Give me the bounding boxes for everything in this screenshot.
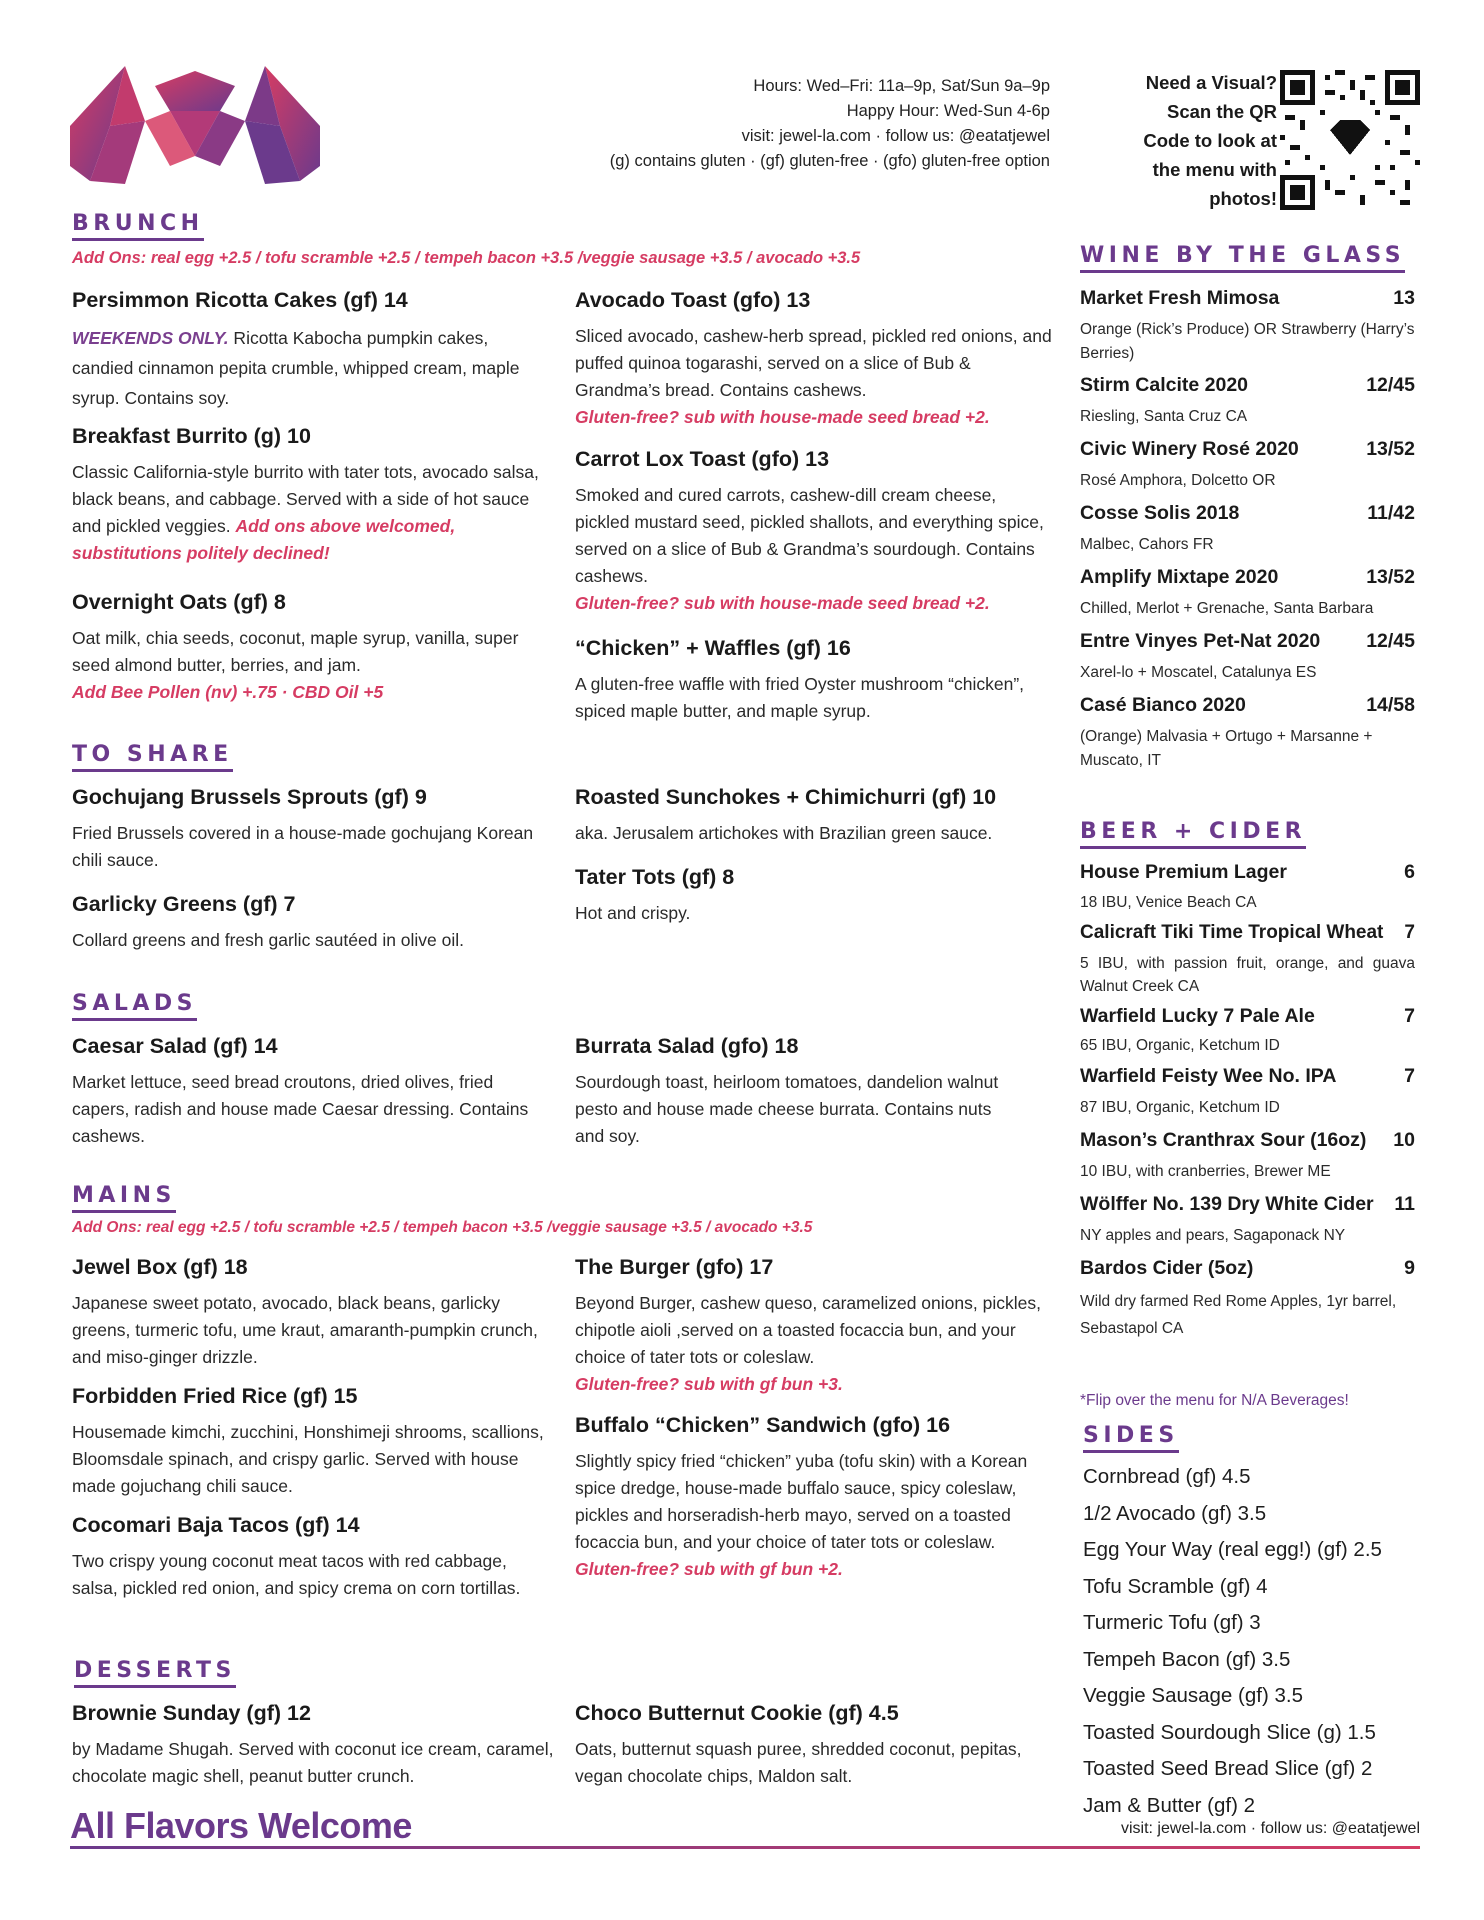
sides-list xyxy=(1083,1459,1382,1824)
beer-item xyxy=(1080,1254,1415,1342)
item-desc: Beyond Burger, cashew queso, caramelized onions, pickles, chipotle aioli ,served on a toasted focaccia bun, and your choice of tater tots or coleslaw. xyxy=(575,1293,1041,1367)
item-name: Tater Tots (gf) 8 xyxy=(575,865,735,889)
wine-price: 13/52 xyxy=(1366,566,1415,588)
side-item: Tofu Scramble (gf) 4 xyxy=(1083,1574,1268,1598)
flip-note: *Flip over the menu for N/A Beverages! xyxy=(1080,1392,1349,1409)
qr-line: photos! xyxy=(1209,188,1277,209)
section-desserts: DESSERTS xyxy=(74,1657,236,1688)
wine-item xyxy=(1080,499,1415,557)
beer-row xyxy=(1080,1062,1415,1090)
item-desc: Oat milk, chia seeds, coconut, maple syrup, vanilla, super seed almond butter, berries, and jam. xyxy=(72,628,519,675)
item-note: Gluten-free? sub with house-made seed bread +2. xyxy=(575,407,990,427)
beer-desc: 10 IBU, with cranberries, Brewer ME xyxy=(1080,1163,1331,1180)
item-name: The Burger (gfo) 17 xyxy=(575,1255,774,1279)
item-desc-text: Classic California-style burrito with tater tots, avocado salsa, black beans, and cabbage. Served with a side of hot sauce and pickled veggies. xyxy=(72,462,539,536)
beer-price: 7 xyxy=(1404,1065,1415,1087)
wine-row xyxy=(1080,563,1415,591)
section-wine: WINE BY THE GLASS xyxy=(1080,242,1405,273)
item-name: Caesar Salad (gf) 14 xyxy=(72,1034,278,1058)
item-desc: Oats, butternut squash puree, shredded coconut, pepitas, vegan chocolate chips, Maldon salt. xyxy=(575,1739,1022,1786)
wine-name: Entre Vinyes Pet-Nat 2020 xyxy=(1080,630,1321,652)
menu-item xyxy=(72,587,552,706)
item-desc xyxy=(72,459,552,567)
beer-price: 9 xyxy=(1404,1257,1415,1279)
beer-desc: NY apples and pears, Sagaponack NY xyxy=(1080,1227,1346,1244)
item-desc: Fried Brussels covered in a house-made gochujang Korean chili sauce. xyxy=(72,823,534,870)
hours: Hours: Wed–Fri: 11a–9p, Sat/Sun 9a–9p xyxy=(753,77,1050,95)
beer-name: Wölffer No. 139 Dry White Cider xyxy=(1080,1193,1374,1215)
menu-item xyxy=(575,782,1065,847)
side-item: Toasted Sourdough Slice (g) 1.5 xyxy=(1083,1720,1376,1744)
wine-name: Cosse Solis 2018 xyxy=(1080,502,1240,524)
wine-price: 13/52 xyxy=(1366,438,1415,460)
wine-name: Amplify Mixtape 2020 xyxy=(1080,566,1279,588)
side-item: Tempeh Bacon (gf) 3.5 xyxy=(1083,1647,1291,1671)
header-info xyxy=(610,74,1050,174)
menu-item xyxy=(575,444,1055,617)
wine-row xyxy=(1080,627,1415,655)
mains-addons: Add Ons: real egg +2.5 / tofu scramble +2.5 / tempeh bacon +3.5 /veggie sausage +3.5 / avocado +3.5 xyxy=(72,1219,813,1236)
wine-price: 12/45 xyxy=(1366,374,1415,396)
item-name: Cocomari Baja Tacos (gf) 14 xyxy=(72,1513,360,1537)
wine-desc: Chilled, Merlot + Grenache, Santa Barbara xyxy=(1080,600,1374,617)
item-desc: Slightly spicy fried “chicken” yuba (tofu skin) with a Korean spice dredge, house-made buffalo sauce, spicy coleslaw, pickles and horseradish-herb mayo, served on a toasted focaccia bun, and your choice of tater tots or coleslaw. xyxy=(575,1451,1028,1552)
wine-row xyxy=(1080,284,1415,312)
side-item: Egg Your Way (real egg!) (gf) 2.5 xyxy=(1083,1538,1382,1561)
wine-price: 13 xyxy=(1393,287,1415,309)
item-desc: Sourdough toast, heirloom tomatoes, dandelion walnut pesto and house made cheese burrata. Contains nuts and soy. xyxy=(575,1072,999,1146)
beer-row xyxy=(1080,1254,1415,1282)
beer-row xyxy=(1080,1002,1415,1030)
wine-price: 12/45 xyxy=(1366,630,1415,652)
beer-desc: 5 IBU, with passion fruit, orange, and guava Walnut Creek CA xyxy=(1080,955,1415,995)
wine-row xyxy=(1080,371,1415,399)
wine-item xyxy=(1080,563,1415,621)
menu-item xyxy=(575,285,1055,431)
item-desc: by Madame Shugah. Served with coconut ice cream, caramel, chocolate magic shell, peanut butter crunch. xyxy=(72,1739,554,1786)
menu-item xyxy=(72,285,552,413)
item-name: Breakfast Burrito (g) 10 xyxy=(72,424,311,448)
beer-name: Calicraft Tiki Time Tropical Wheat xyxy=(1080,922,1384,943)
beer-item xyxy=(1080,1062,1415,1120)
beer-price: 10 xyxy=(1393,1129,1415,1151)
section-salads: SALADS xyxy=(72,990,197,1021)
menu-item xyxy=(575,1698,1035,1790)
beer-name: Mason’s Cranthrax Sour (16oz) xyxy=(1080,1129,1367,1151)
menu-item xyxy=(72,1381,552,1500)
item-desc xyxy=(72,323,552,413)
item-note: Add Bee Pollen (nv) +.75 · CBD Oil +5 xyxy=(72,682,384,702)
qr-line: Scan the QR xyxy=(1167,101,1277,122)
beer-name: Warfield Lucky 7 Pale Ale xyxy=(1080,1005,1315,1027)
item-name: Overnight Oats (gf) 8 xyxy=(72,590,286,614)
item-name: Gochujang Brussels Sprouts (gf) 9 xyxy=(72,785,427,809)
beer-price: 6 xyxy=(1404,861,1415,883)
menu-item xyxy=(575,1031,1025,1150)
qr-line: Need a Visual? xyxy=(1145,72,1277,93)
wine-row xyxy=(1080,435,1415,463)
wine-row xyxy=(1080,691,1415,719)
wine-name: Civic Winery Rosé 2020 xyxy=(1080,438,1299,460)
wine-desc: Rosé Amphora, Dolcetto OR xyxy=(1080,472,1276,489)
section-beer-cider: BEER + CIDER xyxy=(1080,818,1306,849)
menu-item xyxy=(72,889,552,954)
item-desc: aka. Jerusalem artichokes with Brazilian green sauce. xyxy=(575,823,993,843)
wine-list xyxy=(1080,284,1415,773)
wine-desc: (Orange) Malvasia + Ortugo + Marsanne + Muscato, IT xyxy=(1080,728,1373,769)
item-desc: Housemade kimchi, zucchini, Honshimeji shrooms, scallions, Bloomsdale spinach, and crispy garlic. Served with house made gojuchang chili sauce. xyxy=(72,1422,544,1496)
happy-hour: Happy Hour: Wed-Sun 4-6p xyxy=(846,102,1050,120)
qr-code[interactable] xyxy=(1280,70,1420,210)
jewel-logo xyxy=(70,66,320,186)
menu-item xyxy=(72,1031,552,1150)
menu-item xyxy=(575,1410,1055,1583)
item-name: Avocado Toast (gfo) 13 xyxy=(575,288,811,312)
qr-line: Code to look at xyxy=(1143,130,1277,151)
beer-row xyxy=(1080,1190,1415,1218)
wine-name: Casé Bianco 2020 xyxy=(1080,694,1246,716)
side-item: Veggie Sausage (gf) 3.5 xyxy=(1083,1684,1303,1707)
section-mains: MAINS xyxy=(72,1182,176,1213)
menu-item xyxy=(72,421,552,567)
wine-desc: Malbec, Cahors FR xyxy=(1080,536,1214,553)
beer-list xyxy=(1080,858,1415,1342)
beer-name: Warfield Feisty Wee No. IPA xyxy=(1080,1065,1337,1087)
tagline: All Flavors Welcome xyxy=(70,1805,412,1846)
wine-price: 11/42 xyxy=(1367,502,1415,524)
menu-item xyxy=(575,1252,1055,1398)
section-sides: SIDES xyxy=(1083,1422,1179,1453)
item-desc: Two crispy young coconut meat tacos with red cabbage, salsa, pickled red onion, and spicy crema on corn tortillas. xyxy=(72,1551,521,1598)
beer-desc: Wild dry farmed Red Rome Apples, 1yr barrel, Sebastapol CA xyxy=(1080,1293,1397,1337)
item-desc: Hot and crispy. xyxy=(575,903,691,923)
wine-item xyxy=(1080,435,1415,493)
menu-item xyxy=(72,1510,552,1602)
item-desc: Japanese sweet potato, avocado, black beans, garlicky greens, turmeric tofu, ume kraut, amaranth-pumpkin crunch, and miso-ginger drizzle. xyxy=(72,1293,538,1367)
item-note: Gluten-free? sub with house-made seed bread +2. xyxy=(575,593,990,613)
item-name: Carrot Lox Toast (gfo) 13 xyxy=(575,447,830,471)
menu-item xyxy=(575,633,1055,725)
beer-price: 7 xyxy=(1404,1005,1415,1027)
section-to-share: TO SHARE xyxy=(72,741,233,772)
item-name: Forbidden Fried Rice (gf) 15 xyxy=(72,1384,358,1408)
item-note: Gluten-free? sub with gf bun +2. xyxy=(575,1559,843,1579)
beer-item xyxy=(1080,858,1415,915)
menu-item xyxy=(72,782,552,874)
wine-desc: Riesling, Santa Cruz CA xyxy=(1080,408,1248,425)
item-name: Buffalo “Chicken” Sandwich (gfo) 16 xyxy=(575,1413,951,1437)
item-desc: Market lettuce, seed bread croutons, dried olives, fried capers, radish and house made Caesar dressing. Contains cashews. xyxy=(72,1072,529,1146)
beer-desc: 65 IBU, Organic, Ketchum ID xyxy=(1080,1037,1280,1054)
wine-item xyxy=(1080,691,1415,773)
beer-desc: 87 IBU, Organic, Ketchum ID xyxy=(1080,1099,1280,1116)
brunch-addons: Add Ons: real egg +2.5 / tofu scramble +2.5 / tempeh bacon +3.5 /veggie sausage +3.5 / avocado +3.5 xyxy=(72,249,861,267)
item-desc: Sliced avocado, cashew-herb spread, pickled red onions, and puffed quinoa togarashi, served on a slice of Bub & Grandma’s bread. Contains cashews. xyxy=(575,326,1052,400)
side-item: Jam & Butter (gf) 2 xyxy=(1083,1793,1256,1817)
beer-item xyxy=(1080,919,1415,998)
side-item: Cornbread (gf) 4.5 xyxy=(1083,1465,1251,1488)
beer-row xyxy=(1080,858,1415,886)
beer-row xyxy=(1080,919,1415,947)
item-desc: Smoked and cured carrots, cashew-dill cream cheese, pickled mustard seed, pickled shallots, and everything spice, served on a slice of Bub & Grandma’s sourdough. Contains cashews. xyxy=(575,485,1044,586)
menu-item xyxy=(575,862,1055,927)
beer-item xyxy=(1080,1190,1415,1248)
beer-name: Bardos Cider (5oz) xyxy=(1080,1257,1254,1279)
item-desc-text: Ricotta Kabocha pumpkin cakes, candied cinnamon pepita crumble, whipped cream, maple syrup. Contains soy. xyxy=(72,328,520,408)
wine-price: 14/58 xyxy=(1366,694,1415,716)
beer-item xyxy=(1080,1126,1415,1184)
wine-desc: Xarel-lo + Moscatel, Catalunya ES xyxy=(1080,664,1317,681)
beer-price: 11 xyxy=(1394,1193,1415,1215)
wine-desc: Orange (Rick’s Produce) OR Strawberry (Harry’s Berries) xyxy=(1080,321,1415,362)
wine-item xyxy=(1080,371,1415,429)
wine-item xyxy=(1080,284,1415,366)
diet-legend: (g) contains gluten · (gf) gluten-free · (gfo) gluten-free option xyxy=(609,152,1050,170)
header-visit: visit: jewel-la.com · follow us: @eatatjewel xyxy=(741,127,1050,145)
footer-divider xyxy=(70,1846,1420,1849)
weekends-tag: WEEKENDS ONLY. xyxy=(72,328,229,348)
item-name: Jewel Box (gf) 18 xyxy=(72,1255,248,1279)
beer-price: 7 xyxy=(1404,922,1415,943)
item-desc: A gluten-free waffle with fried Oyster mushroom “chicken”, spiced maple butter, and maple syrup. xyxy=(575,674,1025,721)
menu-item xyxy=(72,1252,552,1371)
wine-row xyxy=(1080,499,1415,527)
side-item: Toasted Seed Bread Slice (gf) 2 xyxy=(1083,1757,1373,1780)
wine-item xyxy=(1080,627,1415,685)
footer-visit: visit: jewel-la.com · follow us: @eatatjewel xyxy=(1120,1820,1420,1837)
item-name: Choco Butternut Cookie (gf) 4.5 xyxy=(575,1701,899,1725)
item-name: Brownie Sunday (gf) 12 xyxy=(72,1701,311,1725)
item-name: Garlicky Greens (gf) 7 xyxy=(72,892,296,916)
item-note: Add ons above welcomed, substitutions politely declined! xyxy=(72,516,456,563)
item-note: Gluten-free? sub with gf bun +3. xyxy=(575,1374,843,1394)
beer-item xyxy=(1080,1002,1415,1058)
side-item: Turmeric Tofu (gf) 3 xyxy=(1083,1611,1261,1634)
qr-prompt xyxy=(1112,68,1277,213)
beer-row xyxy=(1080,1126,1415,1154)
section-brunch: BRUNCH xyxy=(72,210,204,241)
side-item: 1/2 Avocado (gf) 3.5 xyxy=(1083,1501,1267,1525)
item-name: Persimmon Ricotta Cakes (gf) 14 xyxy=(72,288,408,312)
menu-item xyxy=(72,1698,562,1790)
wine-name: Market Fresh Mimosa xyxy=(1080,287,1280,309)
qr-line: the menu with xyxy=(1152,159,1277,180)
item-name: “Chicken” + Waffles (gf) 16 xyxy=(575,636,851,660)
beer-name: House Premium Lager xyxy=(1080,861,1287,883)
item-name: Burrata Salad (gfo) 18 xyxy=(575,1034,799,1058)
item-desc: Collard greens and fresh garlic sautéed in olive oil. xyxy=(72,930,465,950)
beer-desc: 18 IBU, Venice Beach CA xyxy=(1080,894,1257,911)
item-name: Roasted Sunchokes + Chimichurri (gf) 10 xyxy=(575,785,997,809)
wine-name: Stirm Calcite 2020 xyxy=(1080,374,1249,396)
